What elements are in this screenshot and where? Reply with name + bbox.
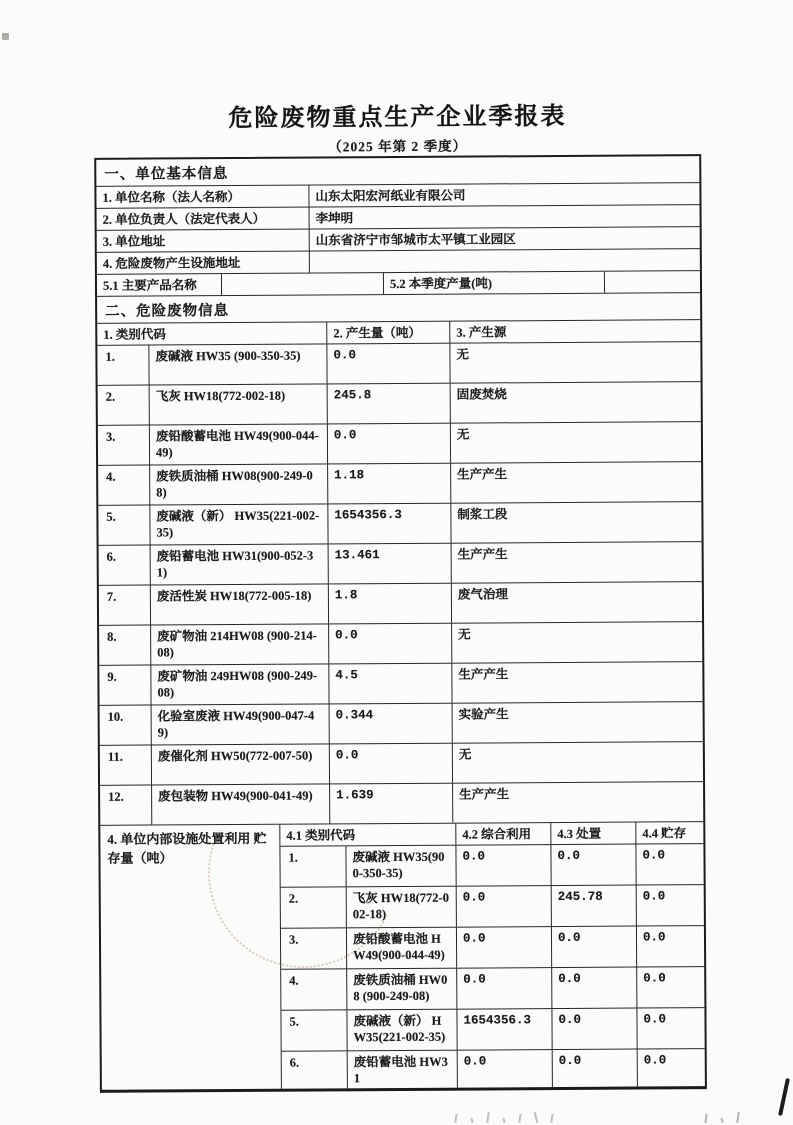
facility-dispose-value: 0.0	[552, 1050, 637, 1088]
facility-row-number: 5.	[289, 1014, 299, 1029]
waste-source: 无	[451, 622, 702, 663]
facility-col-dispose: 4.3 处置	[550, 823, 635, 845]
facility-waste-name: 废铁质油桶 HW08 (900-249-08)	[346, 969, 456, 1010]
waste-name: 废催化剂 HW50(772-007-50)	[151, 744, 329, 784]
waste-row	[98, 381, 701, 425]
section-basic-info-title: 一、单位基本信息	[104, 166, 229, 183]
info-value: 山东省济宁市邹城市太平镇工业园区	[309, 227, 700, 250]
product-qty-value	[604, 271, 700, 293]
facility-waste-name: 废铅蓄电池 HW31	[347, 1051, 457, 1089]
scan-speck	[2, 33, 9, 40]
waste-row	[99, 661, 702, 705]
waste-amount: 13.461	[328, 544, 451, 584]
facility-store-value: 0.0	[635, 844, 703, 884]
waste-source: 无	[452, 742, 703, 783]
info-label: 3. 单位地址	[102, 234, 166, 249]
waste-row	[99, 581, 702, 625]
waste-amount: 0.0	[327, 424, 450, 464]
facility-col-code: 4.1 类别代码	[286, 828, 356, 843]
waste-name: 废铅酸蓄电池 HW49(900-044-49)	[149, 424, 327, 464]
waste-source: 制浆工段	[450, 502, 701, 543]
facility-reuse-value: 1654356.3	[456, 1009, 551, 1050]
facility-reuse-value: 0.0	[456, 927, 551, 968]
waste-name: 化验室废液 HW49(900-047-49)	[151, 704, 329, 744]
waste-row-number: 7.	[106, 589, 117, 604]
info-label: 2. 单位负责人（法定代表人）	[102, 211, 266, 227]
waste-row-number: 6.	[106, 549, 117, 564]
facility-row-number: 2.	[288, 891, 299, 906]
title-block	[94, 95, 701, 157]
waste-row	[99, 621, 702, 665]
waste-row-number: 11.	[107, 749, 123, 764]
waste-row	[100, 741, 703, 785]
waste-row-number: 8.	[107, 629, 117, 644]
facility-store-value: 0.0	[636, 1008, 704, 1048]
facility-row	[281, 966, 704, 1010]
facility-row	[281, 1007, 704, 1051]
info-row	[97, 226, 700, 252]
facility-dispose-value: 0.0	[550, 845, 635, 886]
report-form	[94, 154, 707, 1093]
scan-bottom-marks-right	[705, 1105, 753, 1119]
facility-reuse-value: 0.0	[456, 886, 551, 927]
facility-dispose-value: 0.0	[551, 968, 636, 1009]
scan-bottom-marks-left	[455, 1105, 567, 1119]
waste-name: 废铅蓄电池 HW31(900-052-31)	[150, 544, 328, 584]
col-header-source: 3. 产生源	[449, 320, 700, 343]
waste-rows	[97, 341, 703, 825]
facility-dispose-value: 0.0	[551, 927, 636, 968]
info-value: 李坤明	[309, 205, 700, 228]
waste-name: 废碱液 HW35 (900-350-35)	[148, 344, 326, 384]
waste-amount: 245.8	[327, 384, 450, 424]
facility-store-value: 0.0	[636, 967, 704, 1007]
facility-row	[282, 1048, 705, 1089]
waste-amount: 0.0	[329, 744, 452, 784]
waste-amount: 1.18	[327, 464, 450, 504]
waste-source: 无	[450, 422, 701, 463]
waste-row-number: 2.	[105, 389, 116, 404]
waste-source: 废气治理	[451, 582, 702, 623]
facility-waste-name: 废碱液 HW35(900-350-35)	[345, 846, 455, 887]
facility-reuse-value: 0.0	[456, 968, 551, 1009]
waste-table-header	[97, 319, 700, 345]
waste-row-number: 4.	[106, 469, 116, 484]
facility-dispose-value: 245.78	[551, 886, 636, 927]
waste-name: 废铁质油桶 HW08(900-249-08)	[149, 464, 327, 504]
product-qty-label: 5.2 本季度产量(吨)	[383, 272, 604, 294]
waste-row	[100, 701, 703, 745]
basic-info-rows	[96, 182, 700, 274]
facility-col-store: 4.4 贮存	[635, 822, 703, 843]
section-basic-info-header	[96, 156, 699, 186]
waste-amount: 0.0	[328, 624, 451, 664]
waste-amount: 0.344	[329, 704, 452, 744]
facility-waste-name: 废铅酸蓄电池 HW49(900-044-49)	[346, 928, 456, 969]
waste-name: 废活性炭 HW18(772-005-18)	[150, 584, 328, 624]
waste-row	[98, 461, 701, 505]
waste-source: 无	[449, 342, 700, 383]
waste-row-number: 5.	[106, 509, 116, 524]
facility-store-value: 0.0	[637, 1049, 705, 1086]
facility-col-reuse: 4.2 综合利用	[455, 823, 550, 845]
waste-row	[99, 541, 702, 585]
info-row	[97, 248, 700, 274]
col-header-amount: 2. 产生量（吨）	[326, 322, 449, 344]
product-row	[97, 270, 700, 296]
waste-row-number: 1.	[105, 349, 115, 364]
facility-row-number: 1.	[288, 850, 298, 865]
waste-row	[100, 781, 703, 825]
waste-row-number: 12.	[108, 789, 124, 804]
waste-source: 生产产生	[452, 782, 703, 823]
waste-row	[97, 341, 700, 385]
waste-amount: 0.0	[326, 344, 449, 384]
info-label: 4. 危险废物产生设施地址	[102, 255, 241, 271]
report-title: 危险废物重点生产企业季报表	[228, 102, 567, 133]
waste-amount: 1.639	[329, 784, 452, 824]
facility-waste-name: 废碱液（新） HW35(221-002-35)	[346, 1010, 456, 1051]
facility-row-number: 4.	[289, 973, 299, 988]
waste-row	[98, 421, 701, 465]
facility-reuse-value: 0.0	[455, 845, 550, 886]
waste-source: 生产产生	[451, 662, 702, 703]
facility-row-number: 6.	[289, 1055, 300, 1070]
section-waste-info-title: 二、危险废物信息	[105, 303, 230, 320]
waste-name: 废碱液（新） HW35(221-002-35)	[149, 504, 327, 544]
waste-source: 固废焚烧	[450, 382, 701, 423]
info-row	[97, 204, 700, 230]
info-row	[96, 182, 699, 208]
waste-amount: 1654356.3	[327, 504, 450, 544]
waste-source: 实验产生	[452, 702, 703, 743]
facility-section-label: 4. 单位内部设施处置利用 贮存量（吨）	[107, 830, 267, 866]
col-header-code: 1. 类别代码	[103, 327, 166, 342]
info-label: 1. 单位名称（法人名称）	[102, 189, 241, 205]
waste-name: 废包装物 HW49(900-041-49)	[151, 784, 329, 824]
waste-source: 生产产生	[450, 462, 701, 503]
waste-row-number: 3.	[105, 429, 116, 444]
facility-row-number: 3.	[288, 932, 299, 947]
facility-dispose-value: 0.0	[551, 1009, 636, 1050]
waste-name: 废矿物油 249HW08 (900-249-08)	[150, 664, 328, 704]
report-period: （2025 年第 2 季度）	[328, 138, 468, 155]
info-value	[309, 249, 700, 272]
section-waste-info-header	[97, 292, 700, 323]
waste-row	[98, 501, 701, 545]
waste-amount: 1.8	[328, 584, 451, 624]
facility-store-value: 0.0	[636, 885, 704, 925]
info-value: 山东太阳宏河纸业有限公司	[308, 183, 699, 206]
facility-section	[100, 821, 705, 1090]
waste-row-number: 9.	[107, 669, 117, 684]
waste-name: 飞灰 HW18(772-002-18)	[149, 384, 327, 424]
waste-row-number: 10.	[107, 709, 124, 724]
waste-name: 废矿物油 214HW08 (900-214-08)	[150, 624, 328, 664]
product-name-label: 5.1 主要产品名称	[102, 278, 197, 293]
product-name-value	[221, 273, 383, 295]
facility-reuse-value: 0.0	[457, 1050, 552, 1088]
waste-amount: 4.5	[328, 664, 451, 704]
facility-waste-name: 飞灰 HW18(772-002-18)	[346, 887, 456, 928]
facility-store-value: 0.0	[636, 926, 704, 966]
waste-source: 生产产生	[451, 542, 702, 583]
